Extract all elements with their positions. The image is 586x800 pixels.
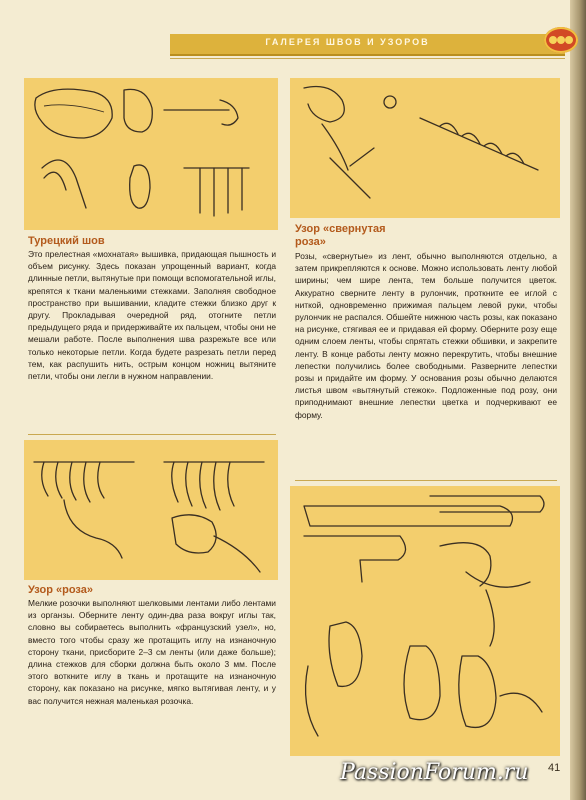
- rose-illustration: [24, 440, 278, 580]
- page-edge: [570, 0, 586, 800]
- rose-text: Мелкие розочки выполняют шелковыми лентами либо лентами из органзы. Оберните ленту один-два раза вокруг иглы так, словно вы собираетесь выполнить «французский узел», но, вместо того чтобы сразу же протащить иглу на изнаночную сторону ткани, присборите 2–3 см ленты (или даже больше); длина стежков для сборки должна быть около 3 мм. После этого воткните иглу в ткань и протащите на изнаночную сторону, как показано на рисунке, мягко вытягивая ленту, и у вас получится нежная маленькая розочка.: [28, 598, 276, 706]
- column-rule-right: [295, 480, 557, 481]
- column-rule-left: [28, 434, 276, 435]
- turkish-stitch-title: Турецкий шов: [28, 235, 105, 247]
- rolled-rose-drawing: [290, 78, 560, 218]
- turkish-stitch-text: Это прелестная «мохнатая» вышивка, придающая пышность и объем рисунку. Здесь показан упрощенный вариант, когда длинные петли, вытянутые при помощи вспомогательной иглы, крепятся к ткани маленькими стежками. Заполняя свободное пространство при вышивании, кладите стежки близко друг к другу. Прокладывая очередной ряд, отогните петли предыдущего ряда и придерживайте их пальцем, чтобы они не мешали работе. После выполнения шва разрежьте все или только некоторые петли. Когда будете разрезать петли перед тем, как распушить нить, острым концом ножниц вытяните петли, чтобы они легли в нужном направлении.: [28, 249, 276, 382]
- watermark: PassionForum.ru: [340, 760, 529, 785]
- rolled-rose-steps-drawing: [290, 486, 560, 756]
- flower-logo-icon: [544, 27, 578, 53]
- turkish-stitch-drawing: [24, 78, 278, 230]
- turkish-stitch-illustration: [24, 78, 278, 230]
- rolled-rose-title-line2: роза»: [295, 236, 326, 248]
- rolled-rose-text: Розы, «свернутые» из лент, обычно выполняются отдельно, а затем прикрепляются к основе. Можно использовать ленту любой ширины; чем шире лента, тем больше получится цветок. Аккуратно сверните ленту в рулончик, проткните ее иглой с ниткой, одновременно прижимая пальцем левой руки, чтобы рулончик не распался. Обшейте нижнюю часть розы, как показано на рисунке, стягивая ее и придавая ей форму. Оберните розу еще одним слоем ленты, чтобы спрятать стежки обшивки, и закрепите ленту. В конце работы ленту можно перекрутить, чтобы внешние лепестки получились более свободными. Разверните лепестки розы и придайте им форму. У основания розы обычно делаются листья швом «вытянутый стежок». Подложенные под розу, они приподнимают внешние лепестки цветка и подчеркивают ее форму.: [295, 251, 557, 420]
- rose-drawing: [24, 440, 278, 580]
- header-band: [170, 34, 565, 56]
- rolled-rose-title-line1: Узор «свернутая: [295, 223, 386, 235]
- header-rule: [170, 58, 565, 59]
- page-header-title: ГАЛЕРЕЯ ШВОВ И УЗОРОВ: [265, 37, 430, 47]
- page-number: 41: [548, 762, 561, 774]
- rolled-rose-steps-illustration: [290, 486, 560, 756]
- rolled-rose-illustration: [290, 78, 560, 218]
- rose-title: Узор «роза»: [28, 584, 93, 596]
